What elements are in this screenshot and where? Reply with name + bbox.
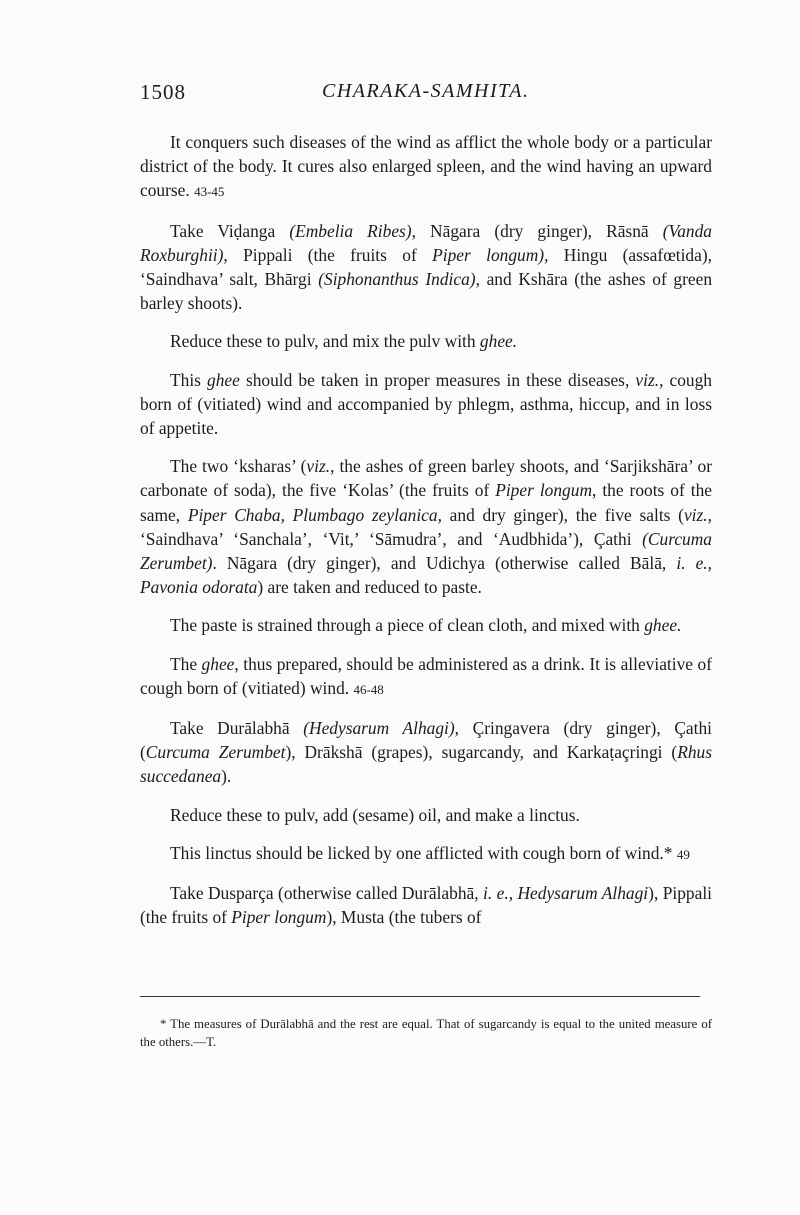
italic-text: Curcuma Zerumbet xyxy=(145,742,286,763)
italic-text: ghee. xyxy=(644,615,682,636)
italic-text: viz. xyxy=(683,504,708,525)
running-title: CHARAKA-SAMHITA. xyxy=(322,80,530,102)
text-run: Take Dusparça (otherwise called Durālabhā, xyxy=(170,883,484,904)
italic-text: Piper longum xyxy=(231,907,327,928)
text-run: This xyxy=(170,369,208,390)
italic-text: ghee xyxy=(207,369,240,390)
italic-text: (Vanda Roxburghii) xyxy=(140,220,712,265)
text-run: ) are taken and reduced to paste. xyxy=(257,577,482,598)
text-run: Take Viḍanga xyxy=(170,220,290,241)
paragraph xyxy=(140,613,712,637)
text-run: should be taken in proper measures in these diseases, xyxy=(239,369,636,390)
paragraph xyxy=(140,841,712,867)
italic-text: (Curcuma Zerumbet) xyxy=(140,528,712,574)
paragraph xyxy=(140,716,712,789)
text-run: , Pippali (the fruits of xyxy=(223,244,433,265)
italic-text: Piper longum) xyxy=(432,244,545,265)
italic-text: Piper longum xyxy=(495,480,592,501)
italic-text: (Hedysarum Alhagi) xyxy=(303,718,455,739)
text-run: The xyxy=(170,653,202,674)
text-run: This linctus should be licked by one afflicted with cough born of wind.* xyxy=(170,842,677,863)
verse-number: 43-45 xyxy=(194,184,225,200)
verse-number: 49 xyxy=(676,846,690,862)
italic-text: viz. xyxy=(306,456,331,477)
text-run: Take Durālabhā xyxy=(170,718,304,739)
verse-number: 46-48 xyxy=(353,681,384,697)
paragraph xyxy=(140,803,712,827)
text-run: , and dry ginger), the five salts ( xyxy=(437,504,684,525)
paragraph xyxy=(140,130,712,205)
paragraph xyxy=(140,652,712,702)
text-run: ), Pippali (the fruits of xyxy=(140,883,712,928)
text-run: , the roots of the same, xyxy=(140,480,712,525)
page-number: 1508 xyxy=(140,80,186,104)
text-run: ). xyxy=(221,766,232,787)
text-run: Reduce these to pulv, and mix the pulv with xyxy=(170,331,480,352)
text-run: , thus prepared, should be administered as a drink. It is alleviative of cough born of (vitiated) wind. xyxy=(140,653,712,698)
italic-text: (Siphonanthus Indica) xyxy=(318,269,476,290)
paragraph xyxy=(140,454,712,599)
text-run: The two ‘ksharas’ ( xyxy=(170,456,307,477)
italic-text: Rhus succedanea xyxy=(140,742,712,787)
text-run: , ‘Saindhava’ ‘Sanchala’, ‘Vit,’ ‘Sāmudra’, and ‘Audbhida’), Çathi xyxy=(140,504,712,549)
italic-text: Piper Chaba, Plumbago zeylanica xyxy=(187,504,438,525)
italic-text: i. e., Pavonia odorata xyxy=(140,553,712,598)
text-run: , Hingu (assafœtida), ‘Saindhava’ salt, Bhārgi xyxy=(140,244,712,290)
body-text xyxy=(140,130,712,943)
text-run: ), Musta (the tubers of xyxy=(326,907,482,928)
paragraph xyxy=(140,329,712,353)
italic-text: i. e., Hedysarum Alhagi xyxy=(483,883,649,904)
text-run: Reduce these to pulv, add (sesame) oil, and make a linctus. xyxy=(170,804,580,825)
text-run: , Çringavera (dry ginger), Çathi ( xyxy=(140,718,712,763)
text-run: The paste is strained through a piece of clean cloth, and mixed with xyxy=(170,615,645,636)
italic-text: viz. xyxy=(635,369,660,390)
text-run: , cough born of (vitiated) wind and accompanied by phlegm, asthma, hiccup, and in loss of appetite. xyxy=(140,369,712,439)
text-run: , Nāgara (dry ginger), Rāsnā xyxy=(411,220,663,241)
text-run: . Nāgara (dry ginger), and Udichya (otherwise called Bālā, xyxy=(212,553,677,574)
footnote: * The measures of Durālabhā and the rest are equal. That of sugarcandy is equal to the united measure of the others.—T. xyxy=(140,1017,712,1049)
text-run: , the ashes of green barley shoots, and ‘Sarjikshāra’ or carbonate of soda), the five ‘Kolas’ (the fruits of xyxy=(140,456,712,501)
text-run: It conquers such diseases of the wind as afflict the whole body or a particular district of the body. It cures also enlarged spleen, and the wind having an upward course. xyxy=(140,132,712,201)
paragraph xyxy=(140,881,712,929)
paragraph xyxy=(140,368,712,441)
text-run: , and Kshāra (the ashes of green barley shoots). xyxy=(140,269,713,314)
italic-text: ghee. xyxy=(479,331,518,352)
footnote-rule xyxy=(140,996,700,997)
italic-text: ghee xyxy=(201,653,235,674)
text-run: ), Drākshā (grapes), sugarcandy, and Karkaṭaçringi ( xyxy=(285,742,678,763)
italic-text: (Embelia Ribes) xyxy=(289,220,412,241)
page-header xyxy=(140,80,720,110)
paragraph xyxy=(140,219,712,316)
